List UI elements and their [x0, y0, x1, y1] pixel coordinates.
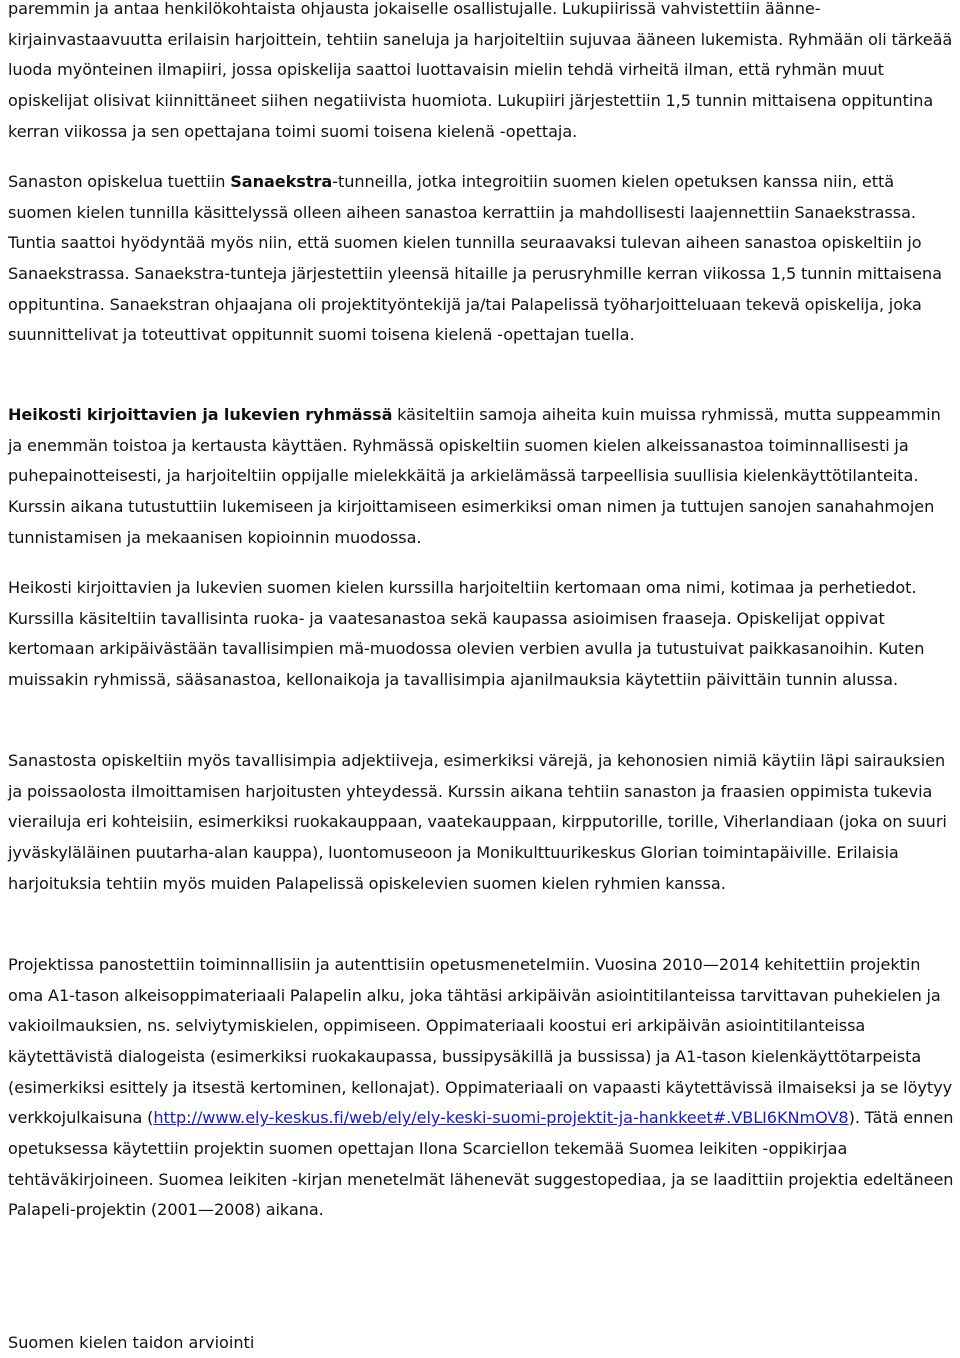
paragraph-lukupiiri: paremmin ja antaa henkilökohtaista ohjausta jokaiselle osallistujalle. Lukupiirissä vahvistettiin äänne-kirjainvastaavuutta erilaisin harjoittein, tehtiin saneluja ja harjoiteltiin sujuvaa ääneen lukemista. Ryhmään oli tärkeää luoda myönteinen ilmapiiri, jossa opiskelija saattoi luottavaisin mielin tehdä virheitä ilman, että ryhmän muut opiskelijat olisivat kiinnittäneet siihen negatiivista huomiota. Lukupiiri järjestettiin 1,5 tunnin mittaisena oppituntina kerran viikossa ja sen opettajana toimi suomi toisena kielenä -opettaja.	[8, 0, 953, 141]
paragraph-heikosti-ryhma	[8, 400, 956, 553]
paragraph-opetusmenetelmat	[8, 950, 956, 1226]
heikosti-ryhma-term: Heikosti kirjoittavien ja lukevien ryhmässä	[8, 405, 393, 424]
section-heading: Suomen kielen taidon arviointi	[8, 1333, 255, 1352]
paragraph-sanaekstra-intro: Sanaston opiskelua tuettiin	[8, 172, 231, 191]
sanaekstra-term: Sanaekstra	[230, 172, 333, 191]
paragraph-heikosti-kurssi: Heikosti kirjoittavien ja lukevien suomen kielen kurssilla harjoiteltiin kertomaan oma nimi, kotimaa ja perhetiedot. Kurssilla käsiteltiin tavallisinta ruoka- ja vaatesanastoa sekä kaupassa asioimisen fraaseja. Opiskelijat oppivat kertomaan arkipäivästään tavallisimpien mä-muodossa olevien verbien avulla ja tutustuivat paikkasanoihin. Kuten muissakin ryhmissä, sääsanastoa, kellonaikoja ja tavallisimpia ajanilmauksia käytettiin päivittäin tunnin alussa.	[8, 578, 925, 689]
paragraph-sanaekstra-body: -tunneilla, jotka integroitiin suomen kielen opetuksen kanssa niin, että suomen kielen tunnilla käsittelyssä olleen aiheen sanastoa kerrattiin ja mahdollisesti laajennettiin Sanaekstrassa. Tuntia saattoi hyödyntää myös niin, että suomen kielen tunnilla seuraavaksi tulevan aiheen sanastoa opiskeltiin jo Sanaekstrassa. Sanaekstra-tunteja järjestettiin yleensä hitaille ja perusryhmille kerran viikossa 1,5 tunnin mittaisena oppituntina. Sanaekstran ohjaajana oli projektityöntekijä ja/tai Palapelissä työharjoitteluaan tekevä opiskelija, joka suunnittelivat ja toteuttivat oppitunnit suomi toisena kielenä -opettajan tuella.	[8, 172, 942, 345]
ely-keskus-link[interactable]: http://www.ely-keskus.fi/web/ely/ely-keski-suomi-projektit-ja-hankkeet#.VBLI6KNmOV8	[153, 1108, 849, 1128]
paragraph-sanasto: Sanastosta opiskeltiin myös tavallisimpia adjektiiveja, esimerkiksi värejä, ja kehonosien nimiä käytiin läpi sairauksien ja poissaolosta ilmoittamisen harjoitusten yhteydessä. Kurssin aikana tehtiin sanaston ja fraasien oppimista tukevia vierailuja eri kohteisiin, esimerkiksi ruokakauppaan, vaatekauppaan, kirpputorille, torille, Viherlandiaan (joka on suuri jyväskyläläinen puutarha-alan kauppa), luontomuseoon ja Monikulttuurikeskus Glorian toimintapäiville. Erilaisia harjoituksia tehtiin myös muiden Palapelissä opiskelevien suomen kielen ryhmien kanssa.	[8, 751, 947, 893]
paragraph-sanaekstra	[8, 167, 956, 351]
paragraph-opetusmenetelmat-intro: Projektissa panostettiin toiminnallisiin ja autenttisiin opetusmenetelmiin. Vuosina 2010—2014 kehitettiin projektin oma A1-tason alkeisoppimateriaali Palapelin alku, joka tähtäsi arkipäivän asiointitilanteissa tarvittavan puhekielen ja vakioilmauksien, ns. selviytymiskielen, oppimiseen. Oppimateriaali koostui eri arkipäivän asiointitilanteissa käytettävistä dialogeista (esimerkiksi ruokakaupassa, bussipysäkillä ja bussissa) ja A1-tason kielenkäyttötarpeista (esimerkiksi esittely ja itsestä kertominen, kellonajat). Oppimateriaali on vapaasti käytettävissä ilmaiseksi ja se löytyy verkkojulkaisuna (	[8, 955, 953, 1128]
paragraph-opetusmenetelmat-body: ). Tätä ennen opetuksessa käytettiin projektin suomen opettajan Ilona Scarciellon tekemää Suomea leikiten -oppikirjaa tehtäväkirjoineen. Suomea leikiten -kirjan menetelmät lähenevät suggestopediaa, ja se laadittiin projektia edeltäneen Palapeli-projektin (2001—2008) aikana.	[8, 1108, 954, 1220]
paragraph-heikosti-ryhma-body: käsiteltiin samoja aiheita kuin muissa ryhmissä, mutta suppeammin ja enemmän toistoa ja kertausta käyttäen. Ryhmässä opiskeltiin suomen kielen alkeissanastoa toiminnallisesti ja puhepainotteisesti, ja harjoiteltiin oppijalle mielekkäitä ja arkielämässä tarpeellisia suullisia kielenkäyttötilanteita. Kurssin aikana tutustuttiin lukemiseen ja kirjoittamiseen esimerkiksi oman nimen ja tuttujen sanojen sanahahmojen tunnistamisen ja mekaanisen kopioinnin muodossa.	[8, 405, 941, 547]
